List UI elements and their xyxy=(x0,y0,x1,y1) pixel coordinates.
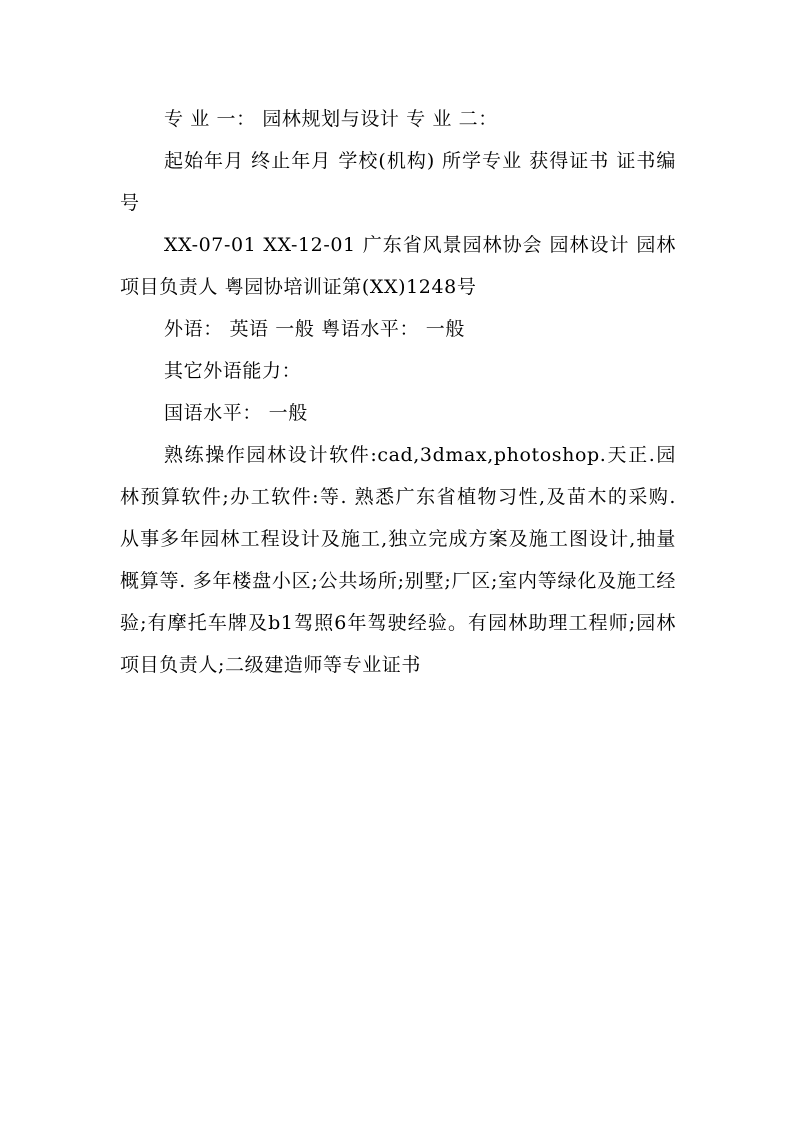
mandarin-level-line: 国语水平： 一般 xyxy=(164,402,308,424)
skills-paragraph: 熟练操作园林设计软件:cad,3dmax,photoshop.天正.园林预算软件;办工软件:等. 熟悉广东省植物习性,及苗木的采购. 从事多年园林工程设计及施工,独立完成方案及施工图设计,抽量概算等. 多年楼盘小区;公共场所;别墅;厂区;室内等绿化及施工经验;有摩托车牌及b1驾照6年驾驶经验。有园林助理工程师;园林项目负责人;二级建造师等专业证书 xyxy=(120,444,676,676)
major-line: 专 业 一： 园林规划与设计 专 业 二： xyxy=(164,108,498,130)
document-page xyxy=(120,98,676,686)
foreign-language-line: 外语： 英语 一般 粤语水平： 一般 xyxy=(164,318,465,340)
other-language-line: 其它外语能力： xyxy=(164,360,302,382)
education-header-line: 起始年月 终止年月 学校(机构) 所学专业 获得证书 证书编号 xyxy=(120,150,676,214)
training-record-line: XX-07-01 XX-12-01 广东省风景园林协会 园林设计 园林项目负责人 粤园协培训证第(XX)1248号 xyxy=(120,234,676,298)
